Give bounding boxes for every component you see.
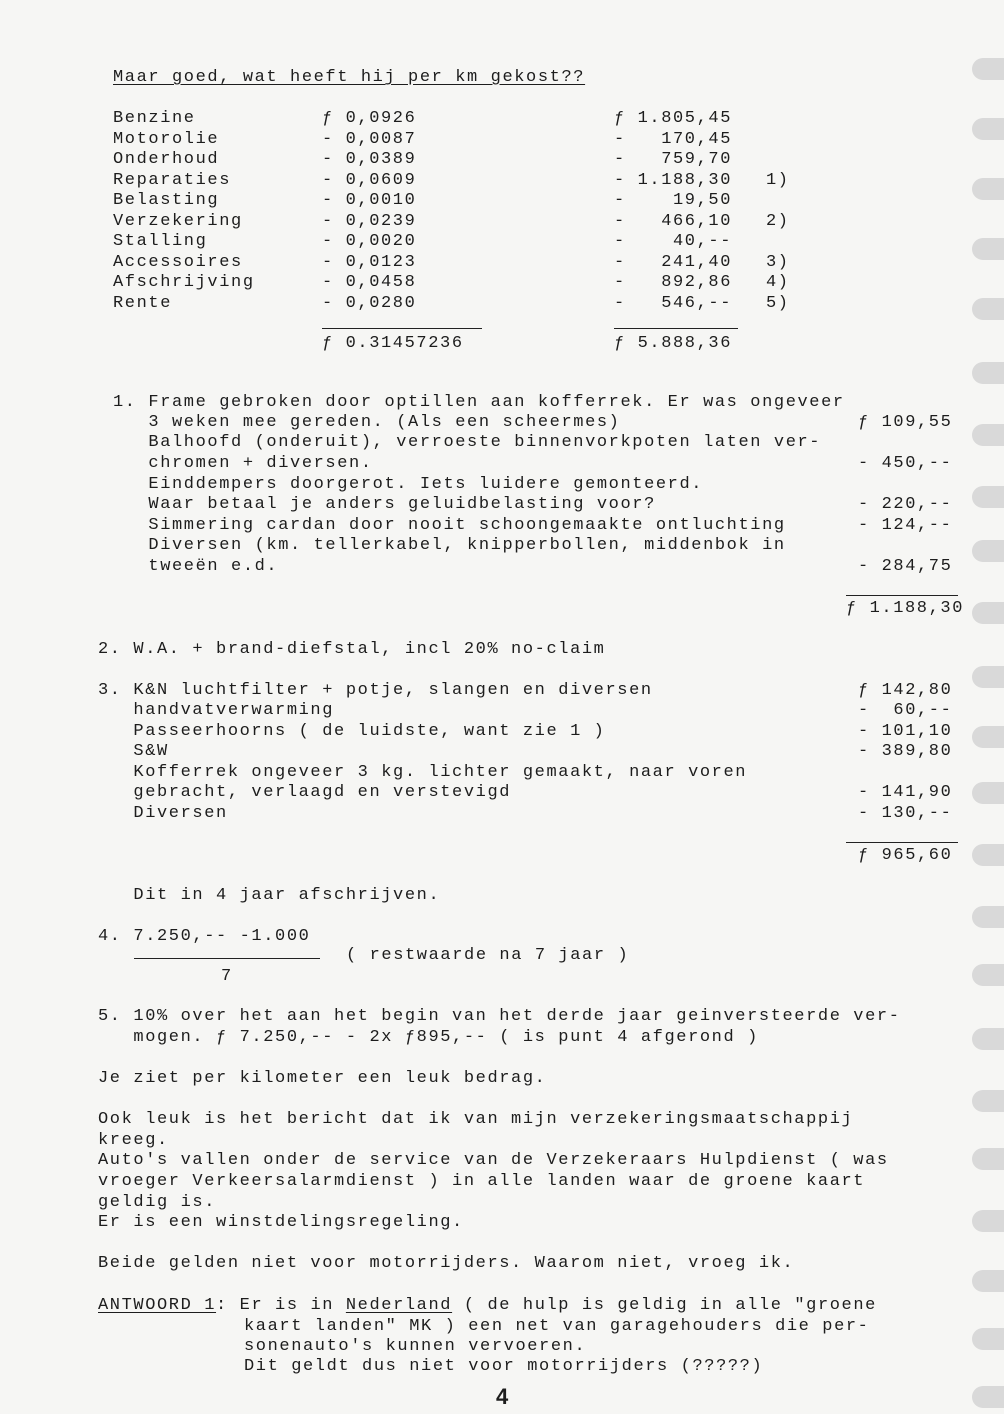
note-amount: - 101,10	[858, 722, 953, 741]
cost-label: Afschrijving	[113, 273, 255, 292]
cost-per-km: - 0,0123	[322, 252, 417, 272]
cost-total: - 40,--	[614, 232, 733, 251]
cost-per-km: ƒ 0,0926	[322, 109, 417, 128]
binder-hole	[972, 726, 1004, 748]
cost-label: Benzine	[113, 109, 196, 128]
note-amount: - 60,--	[858, 701, 953, 720]
binder-hole	[972, 178, 1004, 200]
note-line: chromen + diversen.	[113, 454, 373, 473]
note-line: Simmering cardan door nooit schoongemaakte ontluchting	[113, 516, 786, 535]
answer-line: sonenauto's kunnen vervoeren.	[244, 1337, 587, 1356]
binder-hole	[972, 844, 1004, 866]
binder-hole	[972, 1210, 1004, 1232]
cost-label: Motorolie	[113, 129, 220, 149]
note-amount: ƒ 109,55	[858, 413, 953, 432]
binder-hole	[972, 118, 1004, 140]
cost-total: - 1.188,30	[614, 170, 733, 190]
cost-per-km: - 0,0020	[322, 232, 417, 251]
note-line: 3. K&N luchtfilter + potje, slangen en diversen	[98, 681, 653, 700]
cost-note: 5)	[766, 293, 790, 313]
answer-line: Dit geldt dus niet voor motorrijders (?????)	[244, 1357, 764, 1376]
fraction-denominator: 7	[221, 967, 233, 986]
cost-per-km: - 0,0010	[322, 191, 417, 210]
answer-colon: :	[216, 1296, 228, 1315]
cost-total: - 892,86	[614, 273, 733, 292]
cost-per-km: - 0,0458	[322, 273, 417, 292]
paragraph-line: vroeger Verkeersalarmdienst ) in alle landen waar de groene kaart	[98, 1172, 866, 1191]
cost-per-km: - 0,0609	[322, 170, 417, 190]
paragraph-line: Auto's vallen onder de service van de Verzekeraars Hulpdienst ( was	[98, 1151, 889, 1170]
cost-label: Rente	[113, 293, 173, 313]
answer-text: Er is in	[239, 1296, 346, 1315]
note-line: Waar betaal je anders geluidbelasting voor?	[113, 495, 656, 514]
binder-hole	[972, 1270, 1004, 1292]
note-line: 1. Frame gebroken door optillen aan kofferrek. Er was ongeveer	[113, 393, 845, 412]
binder-hole	[972, 238, 1004, 260]
binder-hole	[972, 964, 1004, 986]
fraction-bar	[134, 958, 320, 959]
note-line: 3 weken mee gereden. (Als een scheermes)	[113, 413, 621, 432]
paragraph-line: Er is een winstdelingsregeling.	[98, 1213, 464, 1232]
binder-hole	[972, 1328, 1004, 1350]
cost-note: 3)	[766, 252, 790, 272]
sum-rule	[846, 842, 958, 843]
binder-hole	[972, 602, 1004, 624]
cost-per-km: - 0,0087	[322, 129, 417, 149]
binder-hole	[972, 1386, 1004, 1408]
cost-total: - 170,45	[614, 129, 733, 149]
sum-rule	[614, 328, 738, 329]
note-line: mogen. ƒ 7.250,-- - 2x ƒ895,-- ( is punt 4 afgerond )	[98, 1028, 759, 1047]
binder-hole	[972, 362, 1004, 384]
cost-total: - 759,70	[614, 150, 733, 169]
binder-hole	[972, 486, 1004, 508]
note-line: S&W	[98, 742, 169, 761]
answer-line	[98, 1296, 877, 1316]
sum-rule	[846, 595, 958, 596]
note-amount: - 124,--	[858, 516, 953, 535]
note-amount: - 389,80	[858, 742, 953, 761]
paragraph: Beide gelden niet voor motorrijders. Waarom niet, vroeg ik.	[98, 1254, 795, 1273]
note-line: tweeën e.d.	[113, 557, 279, 576]
cost-total: - 19,50	[614, 191, 733, 210]
cost-note: 4)	[766, 273, 790, 292]
note-line: 5. 10% over het aan het begin van het derde jaar geinversteerde ver-	[98, 1007, 901, 1026]
answer-label: ANTWOORD 1	[98, 1296, 217, 1315]
paragraph: Je ziet per kilometer een leuk bedrag.	[98, 1069, 547, 1088]
note-amount: - 130,--	[858, 804, 953, 823]
note-line: Diversen	[98, 804, 228, 823]
cost-total: - 466,10	[614, 211, 733, 231]
binder-hole	[972, 1090, 1004, 1112]
binder-hole	[972, 906, 1004, 928]
paragraph-line: geldig is.	[98, 1193, 217, 1212]
sum-per-km: ƒ 0.31457236	[322, 334, 464, 353]
binder-hole	[972, 58, 1004, 80]
note-amount: - 141,90	[858, 783, 953, 802]
cost-per-km: - 0,0389	[322, 150, 417, 169]
note-line: Balhoofd (onderuit), verroeste binnenvorkpoten laten ver-	[113, 433, 822, 452]
cost-total: ƒ 1.805,45	[614, 109, 733, 128]
note-line: Passeerhoorns ( de luidste, want zie 1 )	[98, 722, 606, 741]
note-2: 2. W.A. + brand-diefstal, incl 20% no-claim	[98, 640, 606, 659]
sum-total: ƒ 5.888,36	[614, 334, 733, 353]
cost-label: Accessoires	[113, 252, 243, 272]
page-number: 4	[496, 1384, 509, 1409]
cost-total: - 241,40	[614, 252, 733, 272]
binder-hole	[972, 782, 1004, 804]
answer-line: kaart landen" MK ) een net van garagehouders die per-	[244, 1317, 870, 1336]
cost-label: Stalling	[113, 232, 208, 251]
binder-hole	[972, 666, 1004, 688]
note-footer: Dit in 4 jaar afschrijven.	[98, 886, 441, 905]
paragraph-line: Ook leuk is het bericht dat ik van mijn verzekeringsmaatschappij	[98, 1110, 854, 1129]
note-amount: - 284,75	[858, 557, 953, 576]
note-line: Kofferrek ongeveer 3 kg. lichter gemaakt, naar voren	[98, 763, 748, 782]
sum-rule	[322, 328, 482, 329]
cost-note: 1)	[766, 170, 790, 190]
binder-hole	[972, 1028, 1004, 1050]
cost-per-km: - 0,0280	[322, 293, 417, 313]
note-total: ƒ 1.188,30	[846, 599, 965, 618]
cost-label: Onderhoud	[113, 150, 220, 169]
cost-label: Reparaties	[113, 170, 232, 190]
section-heading: Maar goed, wat heeft hij per km gekost??	[113, 68, 586, 87]
note-amount: - 450,--	[858, 454, 953, 473]
binder-hole	[972, 1148, 1004, 1170]
note-line: gebracht, verlaagd en verstevigd	[98, 783, 512, 802]
binder-hole	[972, 298, 1004, 320]
cost-note: 2)	[766, 211, 790, 231]
note-amount: ƒ 142,80	[858, 681, 953, 700]
note-line: Einddempers doorgerot. Iets luidere gemonteerd.	[113, 475, 704, 494]
note-total: ƒ 965,60	[858, 846, 953, 865]
answer-text-underlined: Nederland	[345, 1296, 453, 1315]
binder-hole	[972, 424, 1004, 446]
answer-text: ( de hulp is geldig in alle "groene	[452, 1296, 877, 1315]
paragraph-line: kreeg.	[98, 1131, 169, 1150]
cost-per-km: - 0,0239	[322, 211, 417, 231]
cost-label: Verzekering	[113, 211, 243, 231]
fraction-numerator: 4. 7.250,-- -1.000	[98, 927, 311, 946]
binder-hole	[972, 540, 1004, 562]
cost-total: - 546,--	[614, 293, 733, 313]
note-amount: - 220,--	[858, 495, 953, 514]
cost-label: Belasting	[113, 191, 220, 210]
note-line: Diversen (km. tellerkabel, knipperbollen, middenbok in	[113, 536, 786, 555]
fraction-explanation: ( restwaarde na 7 jaar )	[346, 946, 630, 965]
note-line: handvatverwarming	[98, 701, 335, 720]
